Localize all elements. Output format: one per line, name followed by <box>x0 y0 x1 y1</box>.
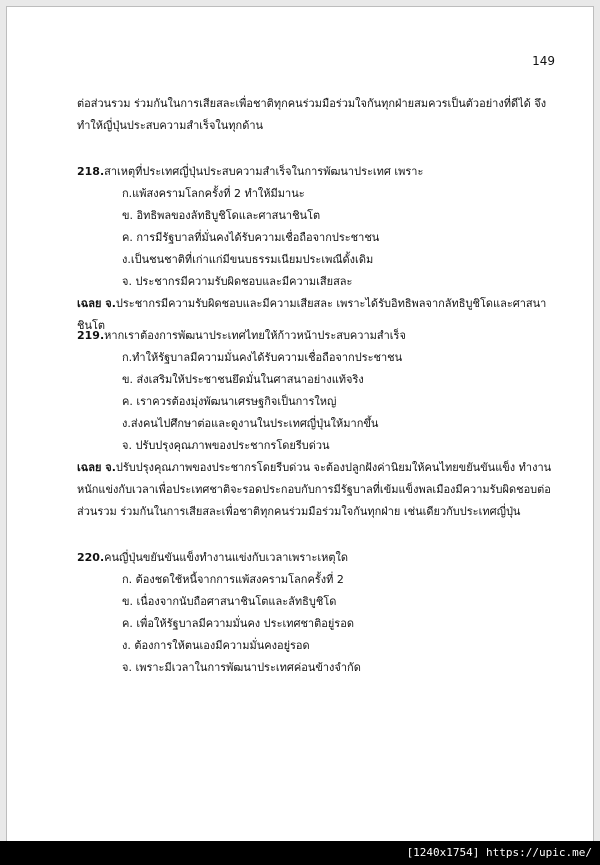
question-220 <box>77 547 555 679</box>
choice-item: จ. ประชากรมีความรับผิดชอบและมีความเสียสละ <box>122 275 353 288</box>
choice-list <box>122 183 555 293</box>
document-page <box>6 6 594 843</box>
question-218 <box>77 161 555 337</box>
question-number: 219. <box>77 329 105 342</box>
answer-paragraph <box>77 457 555 523</box>
choice-item: ก. ต้องชดใช้หนี้จากการแพ้สงครามโลกครั้งที่ 2 <box>122 573 344 586</box>
answer-label: เฉลย จ. <box>77 461 116 474</box>
choice-item: ง.เป็นชนชาติที่เก่าแก่มีขนบธรรมเนียมประเพณีดั้งเดิม <box>122 253 374 266</box>
question-text: สาเหตุที่ประเทศญี่ปุ่นประสบความสำเร็จในการพัฒนาประเทศ เพราะ <box>104 165 424 178</box>
choice-item: จ. ปรับปรุงคุณภาพของประชากรโดยรีบด่วน <box>122 439 330 452</box>
choice-list <box>122 569 555 679</box>
choice-item: ค. การมีรัฐบาลที่มั่นคงได้รับความเชื่อถือจากประชาชน <box>122 231 380 244</box>
choice-item: ค. เพื่อให้รัฐบาลมีความมั่นคง ประเทศชาติอยู่รอด <box>122 617 354 630</box>
choice-item: ข. เนื่องจากนับถือศาสนาชินโตและลัทธิบูชิโด <box>122 595 337 608</box>
answer-text: ปรับปรุงคุณภาพของประชากรโดยรีบด่วน จะต้องปลูกฝังค่านิยมให้คนไทยขยันขันแข็ง ทำงานหนักแข่งกับเวลาเพื่อประเทศชาติจะรอดประกอบกับการมีรัฐบาลที่เข้มแข็งพลเมืองมีความรับผิดชอบต่อส่วนรวม ร่วมกันในการเสียสละเพื่อชาติทุกคนร่วมมือร่วมใจกันทุกฝ่าย เช่นเดียวกับประเทศญี่ปุ่น <box>77 461 552 518</box>
question-219 <box>77 325 555 523</box>
choice-item: ก.แพ้สงครามโลกครั้งที่ 2 ทำให้มีมานะ <box>122 187 305 200</box>
question-stem <box>77 547 555 569</box>
choice-item: ข. ส่งเสริมให้ประชาชนยึดมั่นในศาสนาอย่างแท้จริง <box>122 373 364 386</box>
answer-text: ประชากรมีความรับผิดชอบและมีความเสียสละ เพราะได้รับอิทธิพลจากลัทธิบูชิโดและศาสนาชินโต <box>77 297 547 332</box>
question-text: หากเราต้องการพัฒนาประเทศไทยให้ก้าวหน้าประสบความสำเร็จ <box>104 329 406 342</box>
choice-item: ก.ทำให้รัฐบาลมีความมั่นคงได้รับความเชื่อถือจากประชาชน <box>122 351 403 364</box>
image-source-caption: [1240x1754] https://upic.me/ <box>0 841 600 865</box>
choice-item: ข. อิทธิพลของลัทธิบูชิโดและศาสนาชินโต <box>122 209 321 222</box>
question-number: 220. <box>77 551 105 564</box>
question-number: 218. <box>77 165 105 178</box>
choice-item: ง.ส่งคนไปศึกษาต่อและดูงานในประเทศญี่ปุ่นให้มากขึ้น <box>122 417 379 430</box>
page-number: 149 <box>532 54 555 68</box>
question-stem <box>77 161 555 183</box>
choice-item: ค. เราควรต้องมุ่งพัฒนาเศรษฐกิจเป็นการใหญ่ <box>122 395 337 408</box>
choice-item: ง. ต้องการให้ตนเองมีความมั่นคงอยู่รอด <box>122 639 310 652</box>
intro-paragraph: ต่อส่วนรวม ร่วมกันในการเสียสละเพื่อชาติทุกคนร่วมมือร่วมใจกันทุกฝ่ายสมควรเป็นตัวอย่างที่ดีได้ จึงทำให้ญี่ปุ่นประสบความสำเร็จในทุกด้าน <box>77 97 547 132</box>
question-text: คนญี่ปุ่นขยันขันแข็งทำงานแข่งกับเวลาเพราะเหตุใด <box>104 551 349 564</box>
choice-list <box>122 347 555 457</box>
choice-item: จ. เพราะมีเวลาในการพัฒนาประเทศค่อนข้างจำกัด <box>122 661 361 674</box>
question-stem <box>77 325 555 347</box>
answer-label: เฉลย จ. <box>77 297 116 310</box>
